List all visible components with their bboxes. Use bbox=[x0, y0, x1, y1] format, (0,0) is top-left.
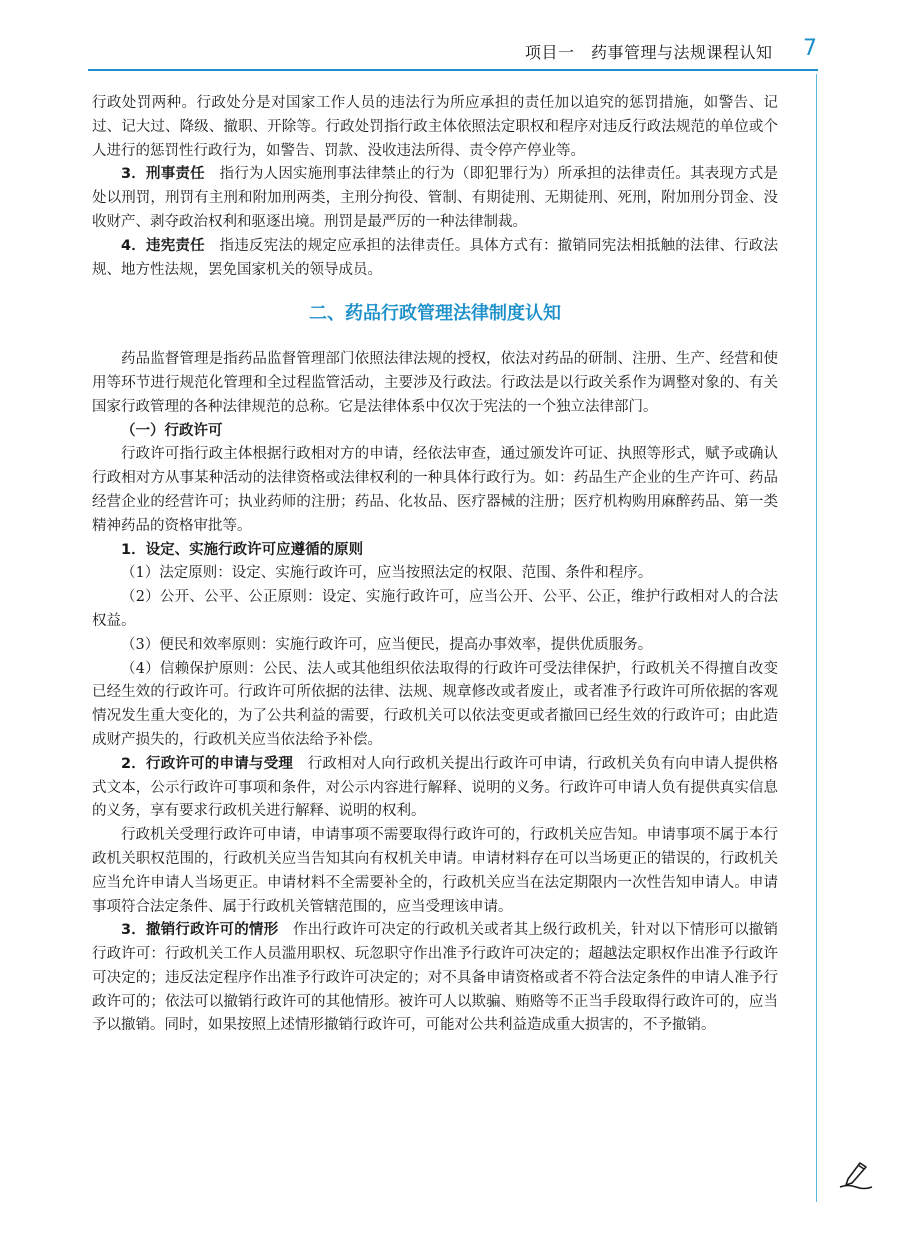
paragraph: 药品监督管理是指药品监督管理部门依照法律法规的授权，依法对药品的研制、注册、生产、经营和使用等环节进行规范化管理和全过程监管活动，主要涉及行政法。行政法是以行政关系作为调整对象的、有关国家行政管理的各种法律规范的总称。它是法律体系中仅次于宪法的一个独立法律部门。 bbox=[92, 351, 778, 415]
paragraph: 行政机关受理行政许可申请，申请事项不需要取得行政许可的，行政机关应告知。申请事项不属于本行政机关职权范围的，行政机关应当告知其向有权机关申请。申请材料存在可以当场更正的错误的，行政机关应当允许申请人当场更正。申请材料不全需要补全的，行政机关应当在法定期限内一次性告知申请人。申请事项符合法定条件、属于行政机关管辖范围的，应当受理该申请。 bbox=[92, 827, 778, 915]
pen-icon bbox=[838, 1160, 874, 1190]
page-number: 7 bbox=[803, 36, 817, 61]
paragraph-text: 作出行政许可决定的行政机关或者其上级行政机关，针对以下情形可以撤销行政许可：行政机关工作人员滥用职权、玩忽职守作出准予行政许可决定的；超越法定职权作出准予行政许可决定的；违反法定程序作出准予行政许可决定的；对不具备申请资格或者不符合法定条件的申请人准予行政许可的；依法可以撤销行政许可的其他情形。被许可人以欺骗、贿赂等不正当手段取得行政许可的，应当予以撤销。同时，如果按照上述情形撤销行政许可，可能对公共利益造成重大损害的，不予撤销。 bbox=[92, 922, 779, 1034]
chapter-title: 项目一 药事管理与法规课程认知 bbox=[525, 43, 773, 62]
paragraph-text: 行政相对人向行政机关提出行政许可申请，行政机关负有向申请人提供格式文本，公示行政许可事项和条件，对公示内容进行解释、说明的义务。行政许可申请人负有提供真实信息的义务，享有要求行政机关进行解释、说明的权利。 bbox=[92, 755, 779, 820]
paragraph-text: 指行为人因实施刑事法律禁止的行为（即犯罪行为）所承担的法律责任。其表现方式是处以刑罚，刑罚有主刑和附加刑两类，主刑分拘役、管制、有期徒刑、无期徒刑、死刑，附加刑分罚金、没收财产、剥夺政治权利和驱逐出境。刑罚是最严厉的一种法律制裁。 bbox=[92, 166, 779, 230]
page-body bbox=[92, 92, 778, 1038]
paragraph bbox=[92, 163, 778, 234]
paragraph-text: 指违反宪法的规定应承担的法律责任。具体方式有：撤销同宪法相抵触的法律、行政法规、地方性法规，罢免国家机关的领导成员。 bbox=[92, 237, 779, 278]
paragraph: （4）信赖保护原则：公民、法人或其他组织依法取得的行政许可受法律保护，行政机关不得擅自改变已经生效的行政许可。行政许可所依据的法律、法规、规章修改或者废止，或者准予行政许可所依据的客观情况发生重大变化的，为了公共利益的需要，行政机关可以依法变更或者撤回已经生效的行政许可；由此造成财产损失的，行政机关应当依法给予补偿。 bbox=[92, 660, 778, 748]
paragraph: （3）便民和效率原则：实施行政许可，应当便民，提高办事效率，提供优质服务。 bbox=[121, 636, 653, 653]
paragraph-lead: 3．刑事责任 bbox=[121, 166, 205, 183]
section-heading: 二、药品行政管理法律制度认知 bbox=[309, 303, 561, 325]
paragraph bbox=[92, 753, 778, 824]
paragraph-lead: 4．违宪责任 bbox=[121, 237, 205, 254]
subheading: （一）行政许可 bbox=[121, 422, 223, 439]
paragraph: 行政处罚两种。行政处分是对国家工作人员的违法行为所应承担的责任加以追究的惩罚措施，如警告、记过、记大过、降级、撤职、开除等。行政处罚指行政主体依照法定职权和程序对违反行政法规范的单位或个人进行的惩罚性行政行为，如警告、罚款、没收违法所得、责令停产停业等。 bbox=[92, 95, 778, 159]
header-divider bbox=[88, 69, 818, 71]
paragraph bbox=[92, 919, 778, 1038]
page-header bbox=[0, 0, 900, 74]
paragraph-lead: 2．行政许可的申请与受理 bbox=[121, 755, 294, 772]
paragraph: （1）法定原则：设定、实施行政许可，应当按照法定的权限、范围、条件和程序。 bbox=[121, 565, 653, 582]
paragraph: 行政许可指行政主体根据行政相对方的申请，经依法审查，通过颁发许可证、执照等形式，赋予或确认行政相对方从事某种活动的法律资格或法律权利的一种具体行政行为。如：药品生产企业的生产许可、药品经营企业的经营许可；执业药师的注册；药品、化妆品、医疗器械的注册；医疗机构购用麻醉药品、第一类精神药品的资格审批等。 bbox=[92, 446, 778, 534]
paragraph-lead: 3．撤销行政许可的情形 bbox=[121, 922, 279, 939]
paragraph: （2）公开、公平、公正原则：设定、实施行政许可，应当公开、公平、公正，维护行政相对人的合法权益。 bbox=[92, 589, 778, 629]
margin-divider bbox=[816, 74, 817, 1202]
paragraph bbox=[92, 235, 778, 283]
subheading: 1．设定、实施行政许可应遵循的原则 bbox=[121, 541, 364, 558]
